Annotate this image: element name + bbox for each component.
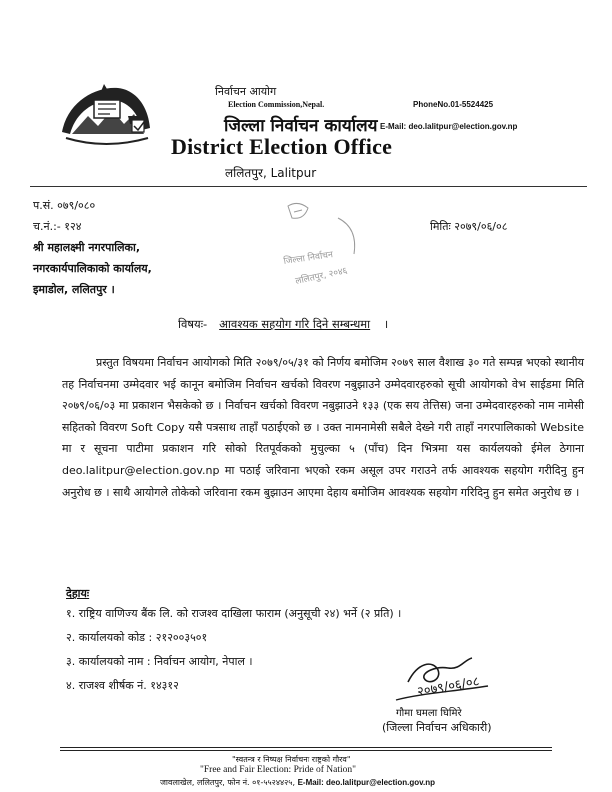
header-commission-english: Election Commission,Nepal. xyxy=(228,100,325,109)
footer-email: E-Mail: deo.lalitpur@election.gov.np xyxy=(297,778,435,787)
letter-body: प्रस्तुत विषयमा निर्वाचन आयोगको मिति २०७९/०५/३१ को निर्णय बमोजिम २०७९ साल वैशाख ३० गते सम्पन्न भएको स्थानीय तह निर्वाचनमा उम्मेदवार भई कानून बमोजिम निर्वाचन खर्चको विवरण नबुझाउने उम्मेदवारहरुको सूची आयोगको वेभ साईडमा मिति २०७९/०६/०३ मा प्रकाशन भैसकेको छ । निर्वाचन खर्चको विवरण नबुझाउने १३३ (एक सय तेत्तिस) जना उम्मेदवारहरुको नाम नामेसी सहितको विवरण Soft Copy यसै पत्रसाथ ताहाँ पठाईएको छ । उक्त नामनामेसी सबैले देख्ने गरी ताहाँ नगरपालिकाको Website मा र सूचना पाटीमा प्रकाशन गरि सोको रितपूर्वकको मुचुल्का ५ (पाँच) दिन भित्रमा यस कार्यलयको ईमेल ठेगाना deo.lalitpur@election.gov.np मा पठाई जरिवाना भएको रकम असूल उपर गराउने तर्फ आवश्यक सहयोग गरीदिनु हुन अनुरोध छ । साथै आयोगले तोकेको जरिवाना रकम बुझाउन आएमा देहाय बमोजिम आवश्यक सहयोग गरिदिनु हुन समेत अनुरोध छ । xyxy=(62,356,584,499)
header-email: E-Mail: deo.lalitpur@election.gov.np xyxy=(380,122,518,131)
signer-name: गौमा घमला घिमिरे xyxy=(396,708,462,719)
letter-chalani-number: च.नं.:- १२४ xyxy=(33,220,82,233)
signature-date: २०७९/०६/०८ xyxy=(416,674,481,700)
handwritten-signature xyxy=(388,652,498,708)
footer-motto-nepali: "स्वतन्त्र र निष्पक्ष निर्वाचनः राष्ट्रको गौरव" xyxy=(232,755,351,764)
letter-ps-number: प.सं. ०७९/०८० xyxy=(33,199,96,212)
header-phone: PhoneNo.01-5524425 xyxy=(413,100,494,109)
election-commission-logo xyxy=(58,80,154,150)
stamp-text-top: जिल्ला निर्वाचन xyxy=(283,250,334,267)
list-item: १. राष्ट्रिय वाणिज्य बैंक लि. को राजश्व दाखिला फाराम (अनुसूची २४) भर्ने (२ प्रति) । xyxy=(66,607,402,620)
stamp-text-bottom: ललितपुर, २०४६ xyxy=(294,266,349,287)
subject-end: । xyxy=(383,317,389,331)
header-office-nepali: जिल्ला निर्वाचन कार्यालय xyxy=(224,116,378,136)
letter-date: मितिः २०७९/०६/०८ xyxy=(430,220,508,233)
list-item: ३. कार्यालयको नाम : निर्वाचन आयोग, नेपाल । xyxy=(66,655,253,668)
subject-label: विषयः- xyxy=(178,317,208,331)
footer-motto-english: "Free and Fair Election: Pride of Nation" xyxy=(200,765,357,775)
list-title: देहायः xyxy=(66,587,90,600)
subject-text: आवश्यक सहयोग गरि दिने सम्बन्धमा xyxy=(219,317,371,331)
header-commission-nepali: निर्वाचन आयोग xyxy=(215,85,277,98)
footer-divider-thin xyxy=(60,750,552,751)
header-office-title: District Election Office xyxy=(171,134,393,159)
recipient-line-2: नगरकार्यपालिकाको कार्यालय, xyxy=(33,262,152,275)
recipient-line-1: श्री महालक्ष्मी नगरपालिका, xyxy=(33,241,141,254)
list-item: २. कार्यालयको कोड : २१२००३५०१ xyxy=(66,631,208,644)
list-item: ४. राजश्व शीर्षक नं. १४३१२ xyxy=(66,679,179,692)
footer-address xyxy=(160,777,435,788)
signer-title: (जिल्ला निर्वाचन अधिकारी) xyxy=(382,721,492,734)
header-city: ललितपुर, Lalitpur xyxy=(225,166,317,180)
footer-address-text: जावलाखेल, ललितपुर, फोन नं. ०१-५५२४४२५, xyxy=(160,778,296,787)
footer-divider xyxy=(60,747,552,748)
office-stamp xyxy=(278,198,368,294)
header-divider xyxy=(30,186,587,187)
recipient-line-3: इमाडोल, ललितपुर । xyxy=(33,283,115,296)
subject-line xyxy=(178,317,388,332)
